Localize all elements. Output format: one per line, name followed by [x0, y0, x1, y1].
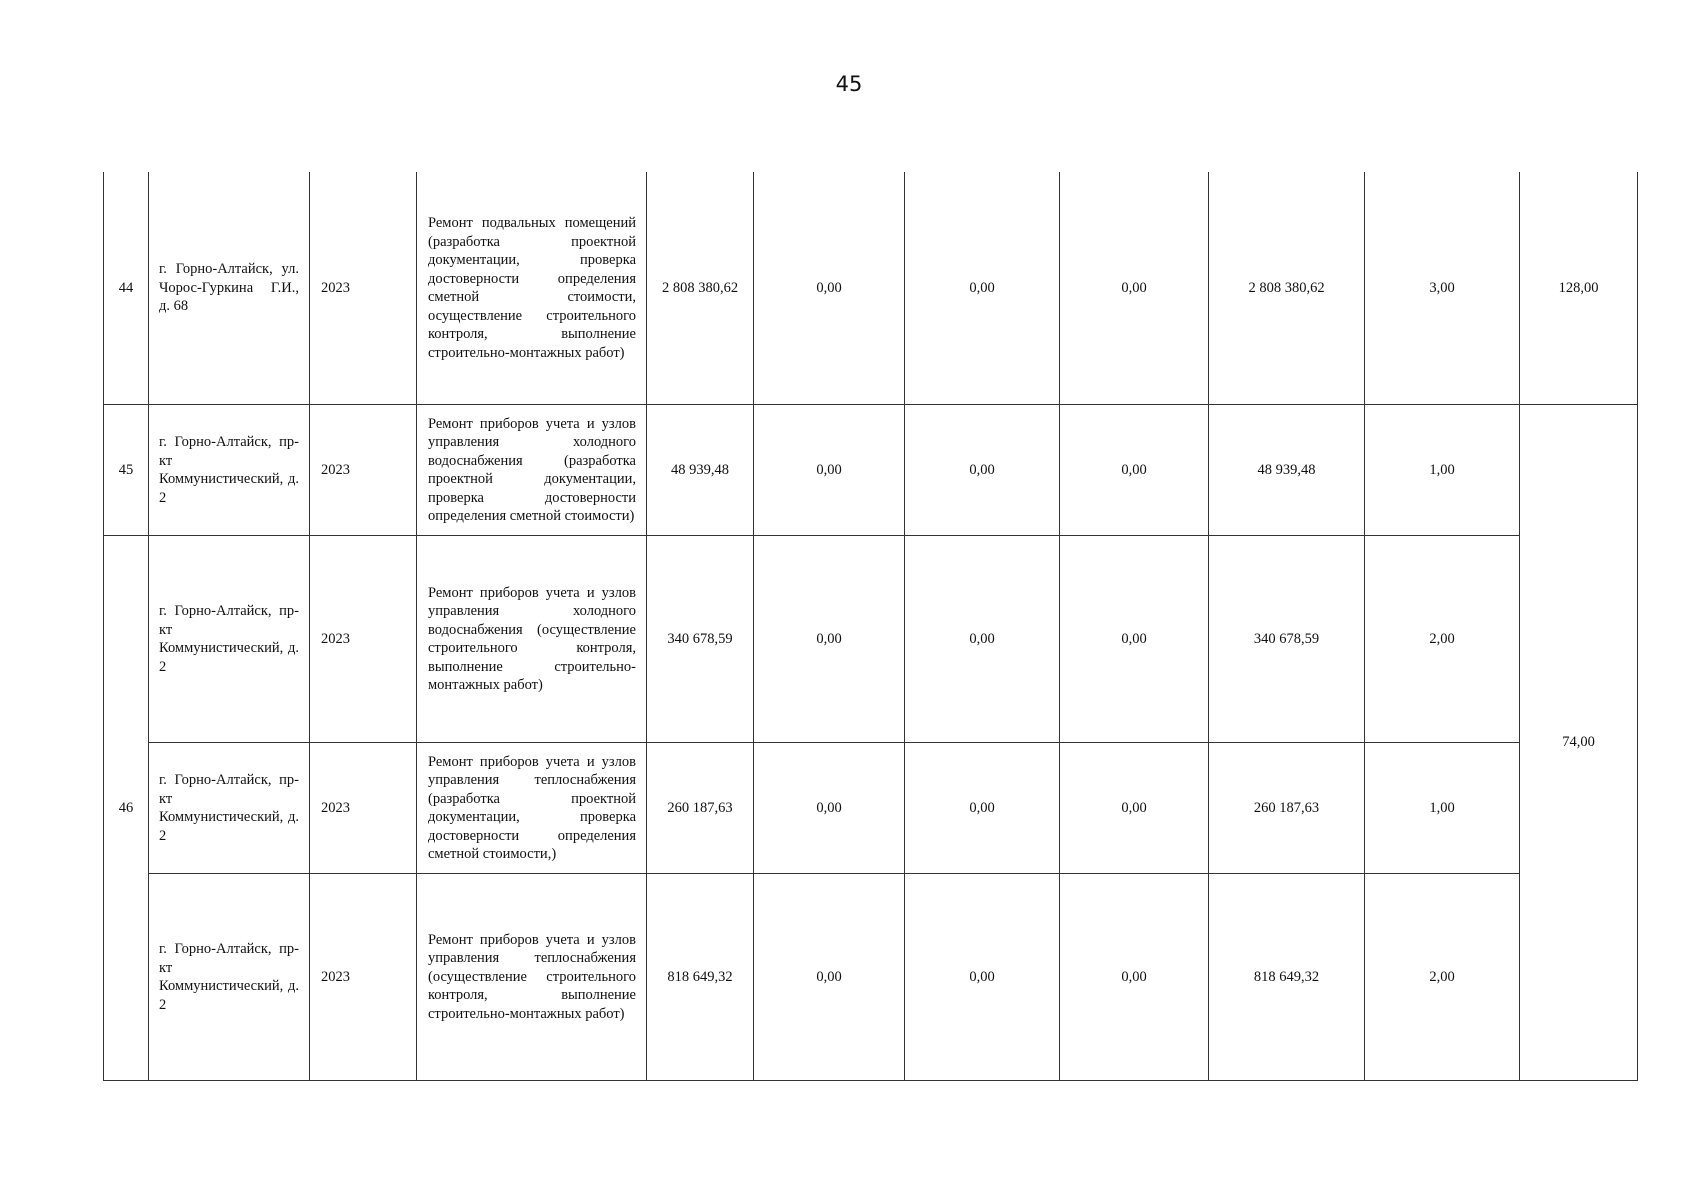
- value-cell: 0,00: [905, 743, 1060, 874]
- value-cell: 0,00: [905, 874, 1060, 1081]
- value-cell: 0,00: [1060, 405, 1209, 536]
- table-row: [104, 874, 1638, 1081]
- total-cost-cell: 340 678,59: [647, 536, 754, 743]
- value-cell: 0,00: [905, 405, 1060, 536]
- value-cell: 2,00: [1365, 536, 1520, 743]
- value-cell: 0,00: [754, 743, 905, 874]
- address-cell: г. Горно-Алтайск, ул. Чорос-Гуркина Г.И., д. 68: [149, 172, 310, 405]
- merged-value-cell: 74,00: [1520, 405, 1638, 1081]
- value-cell: 0,00: [754, 405, 905, 536]
- year-cell: 2023: [310, 405, 417, 536]
- value-cell: 340 678,59: [1209, 536, 1365, 743]
- value-cell: 0,00: [1060, 743, 1209, 874]
- value-cell: 3,00: [1365, 172, 1520, 405]
- year-cell: 2023: [310, 172, 417, 405]
- value-cell: 0,00: [905, 536, 1060, 743]
- year-cell: 2023: [310, 536, 417, 743]
- page-number: 45: [835, 72, 863, 96]
- value-cell: 0,00: [1060, 874, 1209, 1081]
- value-cell: 0,00: [754, 172, 905, 405]
- total-cost-cell: 818 649,32: [647, 874, 754, 1081]
- table-row: [104, 536, 1638, 743]
- value-cell: 0,00: [1060, 536, 1209, 743]
- work-description-cell: Ремонт приборов учета и узлов управления холодного водоснабжения (осуществление строительного контроля, выполнение строительно-монтажных работ): [417, 536, 647, 743]
- value-cell: 0,00: [754, 874, 905, 1081]
- value-cell: 1,00: [1365, 743, 1520, 874]
- year-cell: 2023: [310, 874, 417, 1081]
- value-cell: 0,00: [905, 172, 1060, 405]
- table-row: [104, 743, 1638, 874]
- year-cell: 2023: [310, 743, 417, 874]
- address-cell: г. Горно-Алтайск, пр-кт Коммунистический, д. 2: [149, 874, 310, 1081]
- table-row: [104, 172, 1638, 405]
- value-cell: 0,00: [1060, 172, 1209, 405]
- repair-works-table: [103, 172, 1638, 1081]
- work-description-cell: Ремонт приборов учета и узлов управления теплоснабжения (осуществление строительного контроля, выполнение строительно-монтажных работ): [417, 874, 647, 1081]
- address-cell: г. Горно-Алтайск, пр-кт Коммунистический, д. 2: [149, 743, 310, 874]
- value-cell: 2 808 380,62: [1209, 172, 1365, 405]
- address-cell: г. Горно-Алтайск, пр-кт Коммунистический, д. 2: [149, 536, 310, 743]
- address-cell: г. Горно-Алтайск, пр-кт Коммунистический, д. 2: [149, 405, 310, 536]
- total-cost-cell: 48 939,48: [647, 405, 754, 536]
- table-row: [104, 405, 1638, 536]
- value-cell: 48 939,48: [1209, 405, 1365, 536]
- value-cell: 2,00: [1365, 874, 1520, 1081]
- work-description-cell: Ремонт приборов учета и узлов управления теплоснабжения (разработка проектной документации, проверка достоверности определения сметной стоимости,): [417, 743, 647, 874]
- work-description-cell: Ремонт приборов учета и узлов управления холодного водоснабжения (разработка проектной документации, проверка достоверности определения сметной стоимости): [417, 405, 647, 536]
- total-cost-cell: 2 808 380,62: [647, 172, 754, 405]
- value-cell: 260 187,63: [1209, 743, 1365, 874]
- value-cell: 818 649,32: [1209, 874, 1365, 1081]
- value-cell: 128,00: [1520, 172, 1638, 405]
- value-cell: 1,00: [1365, 405, 1520, 536]
- value-cell: 0,00: [754, 536, 905, 743]
- row-number: 46: [104, 536, 149, 1081]
- row-number: 45: [104, 405, 149, 536]
- row-number: 44: [104, 172, 149, 405]
- work-description-cell: Ремонт подвальных помещений (разработка проектной документации, проверка достоверности определения сметной стоимости, осуществление строительного контроля, выполнение строительно-монтажных работ): [417, 172, 647, 405]
- total-cost-cell: 260 187,63: [647, 743, 754, 874]
